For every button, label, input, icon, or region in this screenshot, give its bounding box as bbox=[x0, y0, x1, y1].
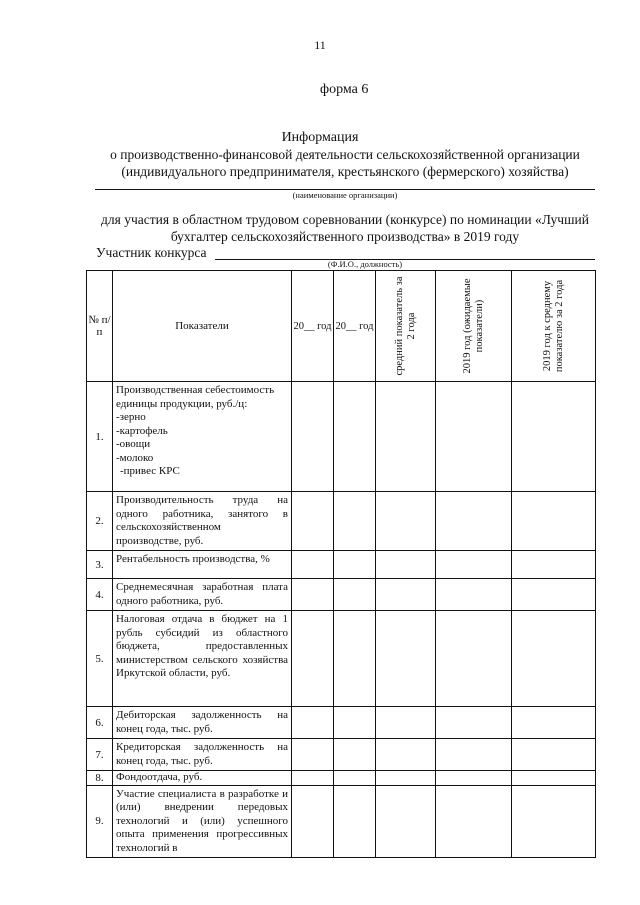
table-header-row bbox=[87, 271, 596, 382]
row-indicator bbox=[113, 551, 292, 579]
row-indicator bbox=[113, 707, 292, 739]
row-number: 4. bbox=[87, 579, 113, 611]
row-number: 8. bbox=[87, 771, 113, 786]
cell-average[interactable] bbox=[376, 785, 436, 858]
cell-year-2[interactable] bbox=[334, 785, 376, 858]
header-average-text: средний показатель за 2 года bbox=[393, 276, 417, 376]
table-row bbox=[87, 551, 596, 579]
cell-year-1[interactable] bbox=[292, 771, 334, 786]
cell-average[interactable] bbox=[376, 551, 436, 579]
indicator-subitem: -привес КРС bbox=[120, 465, 180, 477]
cell-ratio[interactable] bbox=[512, 611, 596, 707]
cell-ratio[interactable] bbox=[512, 739, 596, 771]
row-number: 2. bbox=[87, 492, 113, 551]
indicator-text: Рентабельность производства, % bbox=[116, 553, 270, 565]
cell-year-1[interactable] bbox=[292, 492, 334, 551]
cell-year-2[interactable] bbox=[334, 492, 376, 551]
row-indicator bbox=[113, 579, 292, 611]
cell-expected[interactable] bbox=[436, 785, 512, 858]
row-indicator bbox=[113, 739, 292, 771]
table-row bbox=[87, 611, 596, 707]
cell-ratio[interactable] bbox=[512, 771, 596, 786]
indicator-text: Производительность труда на одного работника, занятого в сельскохозяйственном производстве, руб. bbox=[116, 494, 288, 547]
cell-year-1[interactable] bbox=[292, 739, 334, 771]
table-row bbox=[87, 579, 596, 611]
cell-ratio[interactable] bbox=[512, 551, 596, 579]
indicator-text: Участие специалиста в разработке и (или) внедрении передовых технологий и (или) успешного опыта применения прогрессивных технологий в bbox=[116, 787, 288, 854]
cell-ratio[interactable] bbox=[512, 707, 596, 739]
row-number: 9. bbox=[87, 785, 113, 858]
row-number: 5. bbox=[87, 611, 113, 707]
indicator-subitem: -молоко bbox=[116, 451, 154, 464]
cell-average[interactable] bbox=[376, 771, 436, 786]
header-ratio bbox=[512, 271, 596, 382]
table-row bbox=[87, 739, 596, 771]
cell-year-2[interactable] bbox=[334, 551, 376, 579]
document-title: Информация bbox=[281, 130, 359, 145]
row-indicator bbox=[113, 382, 292, 492]
cell-year-2[interactable] bbox=[334, 382, 376, 492]
participant-caption: (Ф.И.О., должность) bbox=[327, 259, 403, 269]
indicator-text: Кредиторская задолженность на конец года, тыс. руб. bbox=[116, 741, 288, 767]
table-row bbox=[87, 785, 596, 858]
indicator-subitem: -картофель bbox=[116, 424, 168, 437]
indicator-text: Среднемесячная заработная плата одного работника, руб. bbox=[116, 581, 288, 607]
cell-average[interactable] bbox=[376, 382, 436, 492]
header-indicators: Показатели bbox=[113, 271, 292, 382]
table-row bbox=[87, 492, 596, 551]
document-subtitle: о производственно-финансовой деятельности сельскохозяйственной организации (индивидуального предпринимателя, крестьянского (фермерского) хозяйства) bbox=[110, 147, 580, 179]
cell-average[interactable] bbox=[376, 611, 436, 707]
indicators-table bbox=[86, 270, 596, 858]
row-indicator bbox=[113, 492, 292, 551]
cell-ratio[interactable] bbox=[512, 492, 596, 551]
cell-expected[interactable] bbox=[436, 707, 512, 739]
row-number: 1. bbox=[87, 382, 113, 492]
header-expected-text: 2019 год (ожидаемые показатели) bbox=[461, 278, 485, 374]
row-number: 6. bbox=[87, 707, 113, 739]
header-number: № п/п bbox=[87, 271, 113, 382]
cell-expected[interactable] bbox=[436, 492, 512, 551]
page-number: 11 bbox=[314, 38, 326, 52]
participant-label: Участник конкурса bbox=[96, 245, 207, 260]
cell-year-2[interactable] bbox=[334, 707, 376, 739]
cell-average[interactable] bbox=[376, 579, 436, 611]
cell-expected[interactable] bbox=[436, 739, 512, 771]
cell-average[interactable] bbox=[376, 707, 436, 739]
cell-average[interactable] bbox=[376, 739, 436, 771]
header-year-1: 20__ год bbox=[292, 271, 334, 382]
cell-year-1[interactable] bbox=[292, 707, 334, 739]
cell-expected[interactable] bbox=[436, 771, 512, 786]
table-row bbox=[87, 382, 596, 492]
table-row bbox=[87, 707, 596, 739]
cell-ratio[interactable] bbox=[512, 785, 596, 858]
form-label: форма 6 bbox=[320, 82, 369, 97]
organization-caption: (наименование организации) bbox=[292, 190, 398, 200]
cell-year-1[interactable] bbox=[292, 382, 334, 492]
cell-year-1[interactable] bbox=[292, 579, 334, 611]
cell-year-2[interactable] bbox=[334, 739, 376, 771]
cell-ratio[interactable] bbox=[512, 382, 596, 492]
cell-year-2[interactable] bbox=[334, 771, 376, 786]
indicator-subitem: -овощи bbox=[116, 438, 151, 450]
row-number: 3. bbox=[87, 551, 113, 579]
cell-year-2[interactable] bbox=[334, 611, 376, 707]
indicator-text: Дебиторская задолженность на конец года, тыс. руб. bbox=[116, 709, 288, 735]
row-indicator bbox=[113, 611, 292, 707]
header-expected bbox=[436, 271, 512, 382]
indicator-subitem: -зерно bbox=[116, 411, 146, 423]
cell-expected[interactable] bbox=[436, 611, 512, 707]
row-number: 7. bbox=[87, 739, 113, 771]
cell-year-1[interactable] bbox=[292, 785, 334, 858]
header-ratio-text: 2019 год к среднему показателю за 2 года bbox=[541, 279, 565, 373]
cell-year-2[interactable] bbox=[334, 579, 376, 611]
cell-year-1[interactable] bbox=[292, 611, 334, 707]
cell-ratio[interactable] bbox=[512, 579, 596, 611]
header-average bbox=[376, 271, 436, 382]
cell-expected[interactable] bbox=[436, 579, 512, 611]
table-row bbox=[87, 771, 596, 786]
cell-expected[interactable] bbox=[436, 551, 512, 579]
row-indicator bbox=[113, 771, 292, 786]
indicator-text: Производственная себестоимость единицы продукции, руб./ц: bbox=[116, 384, 275, 410]
indicator-text: Налоговая отдача в бюджет на 1 рубль субсидий из областного бюджета, предоставленных министерством сельского хозяйства Иркутской области, руб. bbox=[116, 613, 288, 679]
cell-average[interactable] bbox=[376, 492, 436, 551]
indicator-text: Фондоотдача, руб. bbox=[116, 771, 203, 783]
cell-year-1[interactable] bbox=[292, 551, 334, 579]
cell-expected[interactable] bbox=[436, 382, 512, 492]
header-year-2: 20__ год bbox=[334, 271, 376, 382]
row-indicator bbox=[113, 785, 292, 858]
nomination-text: для участия в областном трудовом соревновании (конкурсе) по номинации «Лучший бухгалтер сельскохозяйственного производства» в 2019 году bbox=[101, 212, 589, 244]
